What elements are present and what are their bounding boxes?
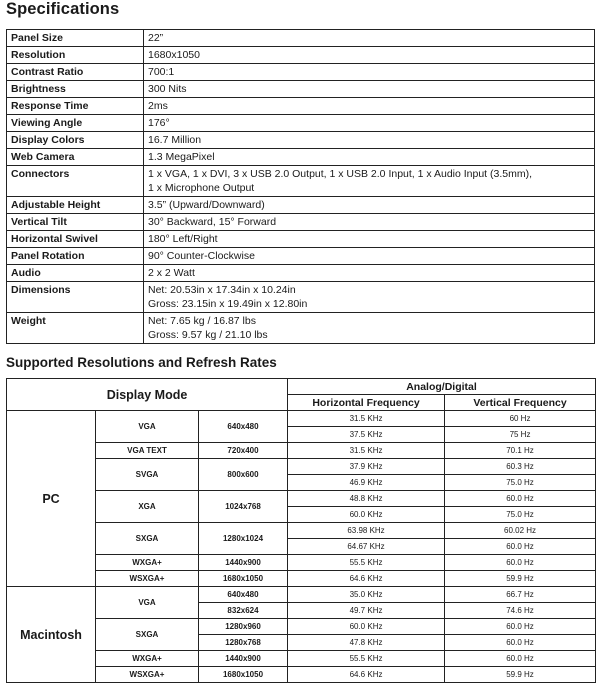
hfreq-cell: 64.6 KHz bbox=[288, 667, 445, 683]
spec-row bbox=[7, 149, 595, 166]
resolution-cell: 1280x960 bbox=[199, 619, 288, 635]
spec-label: Adjustable Height bbox=[7, 197, 144, 214]
mode-cell: XGA bbox=[96, 491, 199, 523]
spec-row bbox=[7, 98, 595, 115]
resolutions-title: Supported Resolutions and Refresh Rates bbox=[6, 355, 277, 370]
mode-cell: VGA bbox=[96, 587, 199, 619]
spec-value: 2ms bbox=[144, 98, 595, 115]
spec-value: 176° bbox=[144, 115, 595, 132]
spec-row bbox=[7, 313, 595, 344]
spec-value: 1.3 MegaPixel bbox=[144, 149, 595, 166]
spec-row bbox=[7, 231, 595, 248]
hfreq-cell: 63.98 KHz bbox=[288, 523, 445, 539]
spec-row bbox=[7, 132, 595, 149]
table-row bbox=[7, 667, 596, 683]
horizontal-frequency-header: Horizontal Frequency bbox=[288, 395, 445, 411]
table-row bbox=[7, 443, 596, 459]
table-row bbox=[7, 651, 596, 667]
spec-value: 22” bbox=[144, 30, 595, 47]
spec-row bbox=[7, 115, 595, 132]
resolution-cell: 640x480 bbox=[199, 587, 288, 603]
spec-label: Viewing Angle bbox=[7, 115, 144, 132]
spec-label: Display Colors bbox=[7, 132, 144, 149]
group-macintosh: Macintosh bbox=[7, 587, 96, 683]
resolution-cell: 832x624 bbox=[199, 603, 288, 619]
vfreq-cell: 59.9 Hz bbox=[445, 571, 596, 587]
spec-value: 16.7 Million bbox=[144, 132, 595, 149]
spec-value: 2 x 2 Watt bbox=[144, 265, 595, 282]
vfreq-cell: 74.6 Hz bbox=[445, 603, 596, 619]
vfreq-cell: 60.0 Hz bbox=[445, 491, 596, 507]
spec-value: 1680x1050 bbox=[144, 47, 595, 64]
vfreq-cell: 60.0 Hz bbox=[445, 635, 596, 651]
specifications-table bbox=[6, 29, 595, 344]
spec-value: 300 Nits bbox=[144, 81, 595, 98]
resolution-cell: 1680x1050 bbox=[199, 667, 288, 683]
hfreq-cell: 55.5 KHz bbox=[288, 651, 445, 667]
mode-cell: VGA bbox=[96, 411, 199, 443]
spec-row bbox=[7, 214, 595, 231]
hfreq-cell: 60.0 KHz bbox=[288, 619, 445, 635]
vfreq-cell: 60 Hz bbox=[445, 411, 596, 427]
spec-label: Panel Size bbox=[7, 30, 144, 47]
resolution-cell: 1280x768 bbox=[199, 635, 288, 651]
spec-label: Dimensions bbox=[7, 282, 144, 313]
spec-label: Panel Rotation bbox=[7, 248, 144, 265]
hfreq-cell: 47.8 KHz bbox=[288, 635, 445, 651]
vfreq-cell: 59.9 Hz bbox=[445, 667, 596, 683]
spec-value: 90° Counter-Clockwise bbox=[144, 248, 595, 265]
mode-cell: WSXGA+ bbox=[96, 571, 199, 587]
table-row bbox=[7, 523, 596, 539]
table-row bbox=[7, 491, 596, 507]
resolution-cell: 1024x768 bbox=[199, 491, 288, 523]
spec-label: Horizontal Swivel bbox=[7, 231, 144, 248]
resolutions-table bbox=[6, 378, 596, 683]
spec-value: Net: 20.53in x 17.34in x 10.24in Gross: 23.15in x 19.49in x 12.80in bbox=[144, 282, 595, 313]
table-row bbox=[7, 459, 596, 475]
hfreq-cell: 35.0 KHz bbox=[288, 587, 445, 603]
hfreq-cell: 64.6 KHz bbox=[288, 571, 445, 587]
spec-row bbox=[7, 81, 595, 98]
page-title: Specifications bbox=[6, 0, 120, 18]
hfreq-cell: 37.5 KHz bbox=[288, 427, 445, 443]
resolution-cell: 720x400 bbox=[199, 443, 288, 459]
vfreq-cell: 60.0 Hz bbox=[445, 555, 596, 571]
spec-row bbox=[7, 197, 595, 214]
resolution-cell: 1440x900 bbox=[199, 555, 288, 571]
hfreq-cell: 46.9 KHz bbox=[288, 475, 445, 491]
spec-row bbox=[7, 166, 595, 197]
vertical-frequency-header: Vertical Frequency bbox=[445, 395, 596, 411]
mode-cell: WSXGA+ bbox=[96, 667, 199, 683]
spec-row bbox=[7, 47, 595, 64]
spec-row bbox=[7, 64, 595, 81]
spec-label: Response Time bbox=[7, 98, 144, 115]
resolution-cell: 1280x1024 bbox=[199, 523, 288, 555]
hfreq-cell: 49.7 KHz bbox=[288, 603, 445, 619]
table-row bbox=[7, 571, 596, 587]
spec-row bbox=[7, 30, 595, 47]
hfreq-cell: 60.0 KHz bbox=[288, 507, 445, 523]
mode-cell: VGA TEXT bbox=[96, 443, 199, 459]
mode-cell: SVGA bbox=[96, 459, 199, 491]
table-row bbox=[7, 411, 596, 427]
display-mode-header: Display Mode bbox=[7, 379, 288, 411]
spec-value: 700:1 bbox=[144, 64, 595, 81]
vfreq-cell: 60.0 Hz bbox=[445, 539, 596, 555]
vfreq-cell: 75 Hz bbox=[445, 427, 596, 443]
group-pc: PC bbox=[7, 411, 96, 587]
table-row bbox=[7, 587, 596, 603]
vfreq-cell: 60.0 Hz bbox=[445, 619, 596, 635]
resolution-cell: 800x600 bbox=[199, 459, 288, 491]
spec-value: Net: 7.65 kg / 16.87 lbs Gross: 9.57 kg / 21.10 lbs bbox=[144, 313, 595, 344]
vfreq-cell: 75.0 Hz bbox=[445, 507, 596, 523]
vfreq-cell: 75.0 Hz bbox=[445, 475, 596, 491]
resolution-cell: 1680x1050 bbox=[199, 571, 288, 587]
vfreq-cell: 60.0 Hz bbox=[445, 651, 596, 667]
vfreq-cell: 60.3 Hz bbox=[445, 459, 596, 475]
spec-label: Contrast Ratio bbox=[7, 64, 144, 81]
spec-label: Brightness bbox=[7, 81, 144, 98]
table-row bbox=[7, 619, 596, 635]
spec-row bbox=[7, 282, 595, 313]
spec-label: Audio bbox=[7, 265, 144, 282]
vfreq-cell: 60.02 Hz bbox=[445, 523, 596, 539]
hfreq-cell: 48.8 KHz bbox=[288, 491, 445, 507]
hfreq-cell: 31.5 KHz bbox=[288, 443, 445, 459]
resolution-cell: 640x480 bbox=[199, 411, 288, 443]
mode-cell: SXGA bbox=[96, 619, 199, 651]
hfreq-cell: 31.5 KHz bbox=[288, 411, 445, 427]
spec-label: Resolution bbox=[7, 47, 144, 64]
resolution-cell: 1440x900 bbox=[199, 651, 288, 667]
spec-label: Weight bbox=[7, 313, 144, 344]
mode-cell: WXGA+ bbox=[96, 555, 199, 571]
analog-digital-header: Analog/Digital bbox=[288, 379, 596, 395]
spec-value: 1 x VGA, 1 x DVI, 3 x USB 2.0 Output, 1 x USB 2.0 Input, 1 x Audio Input (3.5mm), 1 x Microphone Output bbox=[144, 166, 595, 197]
spec-label: Connectors bbox=[7, 166, 144, 197]
spec-row bbox=[7, 248, 595, 265]
table-row bbox=[7, 555, 596, 571]
spec-label: Web Camera bbox=[7, 149, 144, 166]
spec-value: 3.5” (Upward/Downward) bbox=[144, 197, 595, 214]
mode-cell: SXGA bbox=[96, 523, 199, 555]
spec-value: 30° Backward, 15° Forward bbox=[144, 214, 595, 231]
vfreq-cell: 66.7 Hz bbox=[445, 587, 596, 603]
spec-label: Vertical Tilt bbox=[7, 214, 144, 231]
spec-value: 180° Left/Right bbox=[144, 231, 595, 248]
hfreq-cell: 64.67 KHz bbox=[288, 539, 445, 555]
spec-row bbox=[7, 265, 595, 282]
hfreq-cell: 55.5 KHz bbox=[288, 555, 445, 571]
hfreq-cell: 37.9 KHz bbox=[288, 459, 445, 475]
mode-cell: WXGA+ bbox=[96, 651, 199, 667]
vfreq-cell: 70.1 Hz bbox=[445, 443, 596, 459]
